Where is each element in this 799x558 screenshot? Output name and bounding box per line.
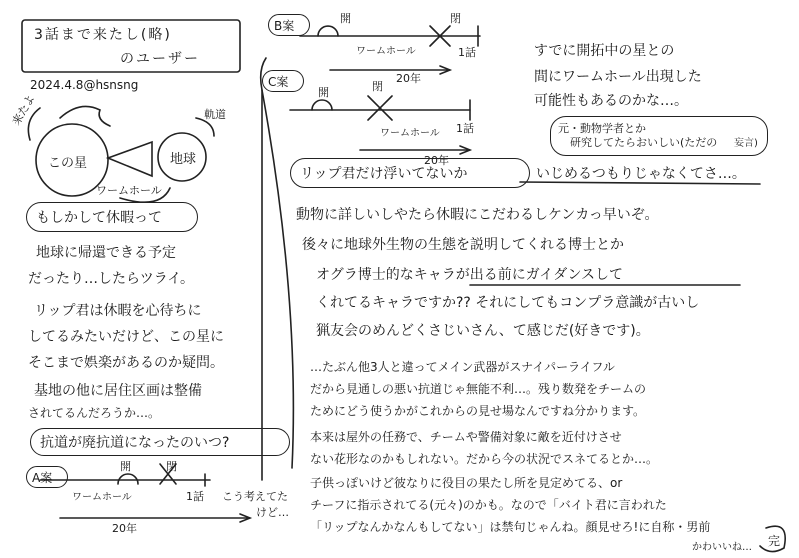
bottom-line: 本来は屋外の任務で、チームや警備対象に敵を近付けさせ [310,430,622,444]
vacation-line: 基地の他に居住区画は整備 [34,383,202,399]
plan-c-episode: 1話 [456,122,474,135]
plan-a-wormhole: ワームホール [72,492,132,503]
plan-c-wormhole: ワームホール [380,128,440,139]
plan-c-label: C案 [268,75,289,89]
plan-b-years: 20年 [396,72,421,85]
plan-b-episode: 1話 [458,46,476,59]
orbit-label: 軌道 [204,108,226,121]
lip-line: 動物に詳しいしやたら休暇にこだわるしケンカっ早いぞ。 [296,207,659,223]
plan-c-open-2: 閉 [372,80,383,93]
lip-line: 猟友会のめんどくさじいさん、て感じだ(好きです)。 [316,323,650,339]
vacation-line: 地球に帰還できる予定 [36,245,176,261]
plan-a-open: 開 [120,460,131,473]
earth-label: 地球 [170,152,197,167]
lip-line: 後々に地球外生物の生態を説明してくれる博士とか [302,237,624,253]
bottom-line: かわいいね… [692,542,752,553]
planet-label: この星 [48,156,88,171]
vacation-line: そこまで娯楽があるのか疑問。 [28,355,224,371]
lip-heading: リップ君だけ浮いてないか [300,166,468,182]
think-note-1: こう考えてた [222,490,288,503]
plan-b-label: B案 [274,19,295,33]
side-note-line: 元・動物学者とか [558,122,646,135]
bottom-line: だから見通しの悪い抗道じゃ無能不利…。残り数発をチームの [310,382,647,396]
bottom-line: 子供っぽいけど彼なりに役目の果たし所を見定めてる、or [310,476,623,490]
plan-a-years: 20年 [112,522,137,535]
shaft-heading: 抗道が廃抗道になったのいつ? [40,435,230,451]
plan-a-episode: 1話 [186,490,204,503]
bottom-line: ない花形なのかもしれない。だから今の状況でスネてるとか…。 [310,452,659,466]
top-note-line: 可能性もあるのかな…。 [534,93,688,109]
bottom-line: 「リップなんかなんもしてない」は禁句じゃんね。顔見せろ!に自称・男前 [310,520,711,534]
plan-b-closed: 閉 [450,12,461,25]
side-note-line: 研究してたらおいしい(ただの [570,136,718,149]
title-line-1: 3話まで来たし(略) [34,27,172,43]
title-date: 2024.4.8@hsnsng [30,78,139,92]
plan-a-closed: 閉 [166,460,177,473]
vacation-line: してるみたいだけど、この星に [28,329,224,345]
bottom-line: …たぶん他3人と違ってメイン武器がスナイパーライフル [310,360,615,374]
lip-heading-tail: いじめるつもりじゃなくてさ…。 [536,166,746,182]
vacation-line: だったり…したらツライ。 [28,271,195,287]
title-line-2: のユーザー [120,51,200,67]
vacation-heading: もしかして休暇って [36,210,162,226]
lip-line: オグラ博士的なキャラが出る前にガイダンスして [316,267,624,283]
bottom-line: チーフに指示されてる(元々)のかも。なので「バイト君に言われた [310,498,667,512]
top-note-line: 間にワームホール出現した [534,69,702,85]
plan-b-wormhole: ワームホール [356,46,416,57]
vacation-line: リップ君は休暇を心待ちに [34,303,202,319]
top-note-line: すでに開拓中の星との [534,43,675,59]
bottom-line: ためにどう使うかがこれからの見せ場なんですね分かります。 [310,404,646,418]
kita-yo-label: 来たよ [9,92,38,128]
vacation-line: されてるんだろうか…。 [28,406,161,420]
wormhole-label: ワームホール [96,184,162,197]
lip-line: くれてるキャラですか?? それにしてもコンプラ意識が古いし [316,295,700,311]
plan-a-label: A案 [32,471,53,485]
signature: 完 [768,534,781,548]
think-note-2: けど… [256,506,289,519]
plan-b-open: 開 [340,12,351,25]
side-note-line: 妄言) [734,138,758,149]
plan-c-years: 20年 [424,154,449,167]
plan-c-open-1: 開 [318,86,329,99]
